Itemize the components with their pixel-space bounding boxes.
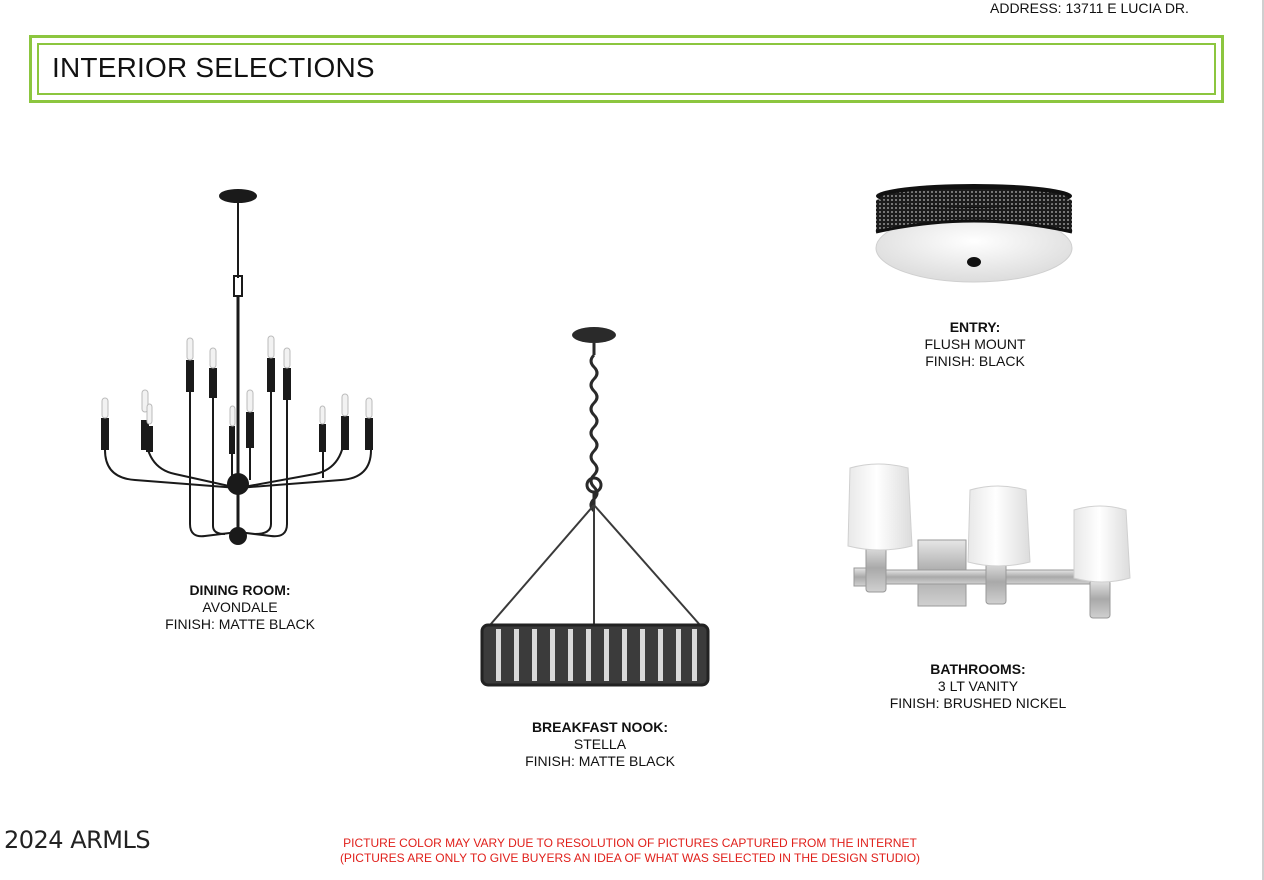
breakfast-nook-fixture-name: STELLA bbox=[573, 736, 627, 752]
dining-room-label: DINING ROOM: bbox=[189, 582, 291, 598]
entry-fixture-name: FLUSH MOUNT bbox=[924, 336, 1026, 352]
page-title: INTERIOR SELECTIONS bbox=[52, 52, 375, 83]
dining-room-finish: FINISH: MATTE BLACK bbox=[165, 616, 315, 632]
flush-mount-image bbox=[874, 182, 1074, 284]
title-banner bbox=[29, 35, 1224, 103]
disclaimer-line-1: PICTURE COLOR MAY VARY DUE TO RESOLUTION OF PICTURES CAPTURED FROM THE INTERNET bbox=[343, 836, 917, 850]
dining-room-caption bbox=[140, 582, 340, 633]
armls-watermark: 2024 ARMLS bbox=[4, 826, 151, 854]
vanity-light-image bbox=[846, 462, 1136, 622]
address-text: ADDRESS: 13711 E LUCIA DR. bbox=[990, 0, 1189, 16]
dining-room-fixture-name: AVONDALE bbox=[202, 599, 278, 615]
breakfast-nook-label: BREAKFAST NOOK: bbox=[531, 719, 669, 735]
bathrooms-finish: FINISH: BRUSHED NICKEL bbox=[889, 695, 1067, 711]
breakfast-nook-finish: FINISH: MATTE BLACK bbox=[525, 753, 675, 769]
bathrooms-fixture-name: 3 LT VANITY bbox=[937, 678, 1019, 694]
entry-caption bbox=[875, 319, 1075, 370]
breakfast-nook-caption bbox=[500, 719, 700, 770]
bathrooms-label: BATHROOMS: bbox=[930, 661, 1026, 677]
disclaimer-line-2: (PICTURES ARE ONLY TO GIVE BUYERS AN IDEA OF WHAT WAS SELECTED IN THE DESIGN STUDIO) bbox=[339, 851, 921, 865]
pendant-image bbox=[478, 325, 713, 690]
entry-label: ENTRY: bbox=[949, 319, 1001, 335]
disclaimer-note bbox=[320, 836, 940, 866]
bathrooms-caption bbox=[868, 661, 1088, 712]
entry-finish: FINISH: BLACK bbox=[925, 353, 1025, 369]
chandelier-image bbox=[95, 188, 385, 553]
